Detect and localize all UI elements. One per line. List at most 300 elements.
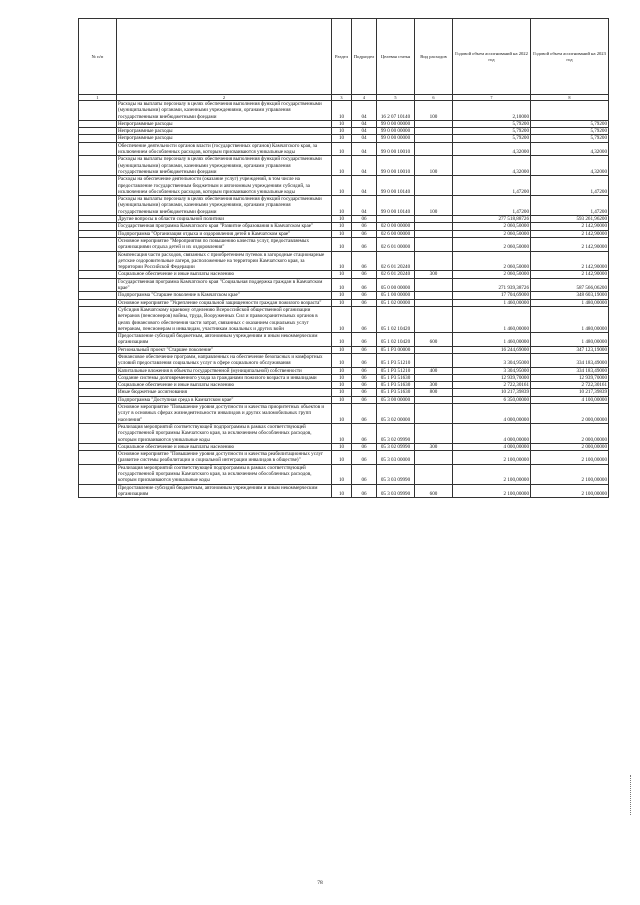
razdel-cell: 10 xyxy=(332,120,352,127)
amount-2023-cell: 2 142,90000 xyxy=(531,223,609,230)
podrazdel-cell: 06 xyxy=(352,374,377,381)
item-name-cell: Финансовое обеспечение программ, направленных на обеспечение безопасных и комфортных условий предоставления социальных услуг в сфере социального обслуживания xyxy=(117,353,332,367)
amount-2022-cell: 1,47200 xyxy=(453,176,531,196)
amount-2022-cell: 4 000,00000 xyxy=(453,404,531,424)
razdel-cell: 10 xyxy=(332,156,352,176)
row-number-cell xyxy=(79,299,117,306)
expense-type-cell: 300 xyxy=(415,271,453,278)
amount-2022-cell: 5,79200 xyxy=(453,135,531,142)
podrazdel-cell: 06 xyxy=(352,346,377,353)
table-row xyxy=(79,333,609,347)
table-row xyxy=(79,142,609,156)
expense-type-cell xyxy=(415,135,453,142)
podrazdel-cell: 06 xyxy=(352,484,377,498)
amount-2022-cell: 2 060,50000 xyxy=(453,271,531,278)
target-article-cell: 02 6 00 00000 xyxy=(377,230,415,237)
amount-2023-cell: 2 142,90000 xyxy=(531,271,609,278)
row-number-cell xyxy=(79,237,117,251)
row-number-cell xyxy=(79,423,117,443)
item-name-cell: Расходы на выплаты персоналу в целях обеспечения выполнения функций государственными (муниципальными) органами, казенными учреждениями, органами управления государственными внебюджетными фондами xyxy=(117,196,332,216)
razdel-cell: 10 xyxy=(332,464,352,484)
razdel-cell: 10 xyxy=(332,306,352,332)
podrazdel-cell: 06 xyxy=(352,382,377,389)
target-article-cell: 99 0 00 00000 xyxy=(377,120,415,127)
razdel-cell: 10 xyxy=(332,292,352,299)
amount-2023-cell: 1 480,00000 xyxy=(531,306,609,332)
table-row xyxy=(79,216,609,223)
row-number-cell xyxy=(79,101,117,121)
budget-table-sheet xyxy=(78,18,608,498)
podrazdel-cell: 06 xyxy=(352,443,377,450)
row-number-cell xyxy=(79,367,117,374)
col-number: 1 xyxy=(79,95,117,101)
podrazdel-cell: 06 xyxy=(352,223,377,230)
item-name-cell: Предоставление субсидий бюджетным, автономным учреждениям и иным некоммерческим организациям xyxy=(117,484,332,498)
expense-type-cell xyxy=(415,423,453,443)
amount-2022-cell: 2 060,50000 xyxy=(453,223,531,230)
amount-2023-cell: 1,47200 xyxy=(531,196,609,216)
target-article-cell: 05 1 02 10420 xyxy=(377,306,415,332)
expense-type-cell: 100 xyxy=(415,156,453,176)
podrazdel-cell: 06 xyxy=(352,353,377,367)
amount-2022-cell: 3 304,95000 xyxy=(453,367,531,374)
amount-2023-cell: 2 100,00000 xyxy=(531,464,609,484)
amount-2022-cell: 2 100,00000 xyxy=(453,484,531,498)
row-number-cell xyxy=(79,443,117,450)
razdel-cell: 10 xyxy=(332,271,352,278)
razdel-cell: 10 xyxy=(332,128,352,135)
amount-2023-cell: 12 939,70000 xyxy=(531,374,609,381)
target-article-cell: 05 3 00 00000 xyxy=(377,396,415,403)
target-article-cell: 99 0 00 10140 xyxy=(377,176,415,196)
table-row xyxy=(79,367,609,374)
podrazdel-cell: 04 xyxy=(352,196,377,216)
table-row xyxy=(79,389,609,396)
podrazdel-cell: 06 xyxy=(352,333,377,347)
page-number: 78 xyxy=(317,880,323,886)
table-row xyxy=(79,196,609,216)
item-name-cell: Подпрограмма "Старшее поколение в Камчатском крае" xyxy=(117,292,332,299)
row-number-cell xyxy=(79,451,117,465)
podrazdel-cell: 06 xyxy=(352,451,377,465)
item-name-cell: Основное мероприятие "Повышение уровня доступности и качества реабилитационных услуг (развитие системы реабилитации и социальной интеграции инвалидов в обществе)" xyxy=(117,451,332,465)
amount-2022-cell: 1,47200 xyxy=(453,196,531,216)
expense-type-cell xyxy=(415,464,453,484)
podrazdel-cell: 04 xyxy=(352,120,377,127)
row-number-cell xyxy=(79,464,117,484)
header-num: № п/п xyxy=(79,19,117,95)
target-article-cell: 05 3 03 09990 xyxy=(377,484,415,498)
podrazdel-cell: 06 xyxy=(352,216,377,223)
row-number-cell xyxy=(79,216,117,223)
item-name-cell: Капитальные вложения в объекты государственной (муниципальной) собственности xyxy=(117,367,332,374)
expense-type-cell xyxy=(415,176,453,196)
podrazdel-cell: 06 xyxy=(352,278,377,292)
podrazdel-cell: 06 xyxy=(352,464,377,484)
amount-2022-cell: 1 460,00000 xyxy=(453,306,531,332)
amount-2022-cell: 1 460,00000 xyxy=(453,299,531,306)
item-name-cell: Подпрограмма "Организация отдыха и оздоровления детей в Камчатском крае" xyxy=(117,230,332,237)
expense-type-cell: 600 xyxy=(415,484,453,498)
razdel-cell: 10 xyxy=(332,101,352,121)
table-row xyxy=(79,353,609,367)
row-number-cell xyxy=(79,156,117,176)
table-row xyxy=(79,443,609,450)
expense-type-cell: 300 xyxy=(415,382,453,389)
item-name-cell: Субсидия Камчатскому краевому отделению Всероссийской общественной организации ветеранов (пенсионеров) войны, труда, Вооруженных Сил и правоохранительных органов в целях финансового обеспечения части затрат, связанных с оказанием социальных услуг ветеранам, пенсионерам и инвалидам, участникам локальных и других войн xyxy=(117,306,332,332)
target-article-cell: 05 3 03 00000 xyxy=(377,451,415,465)
expense-type-cell xyxy=(415,396,453,403)
amount-2023-cell: 1 480,00000 xyxy=(531,299,609,306)
expense-type-cell xyxy=(415,223,453,230)
header-podrazdel: Подраздел xyxy=(352,19,377,95)
scan-edge-mark xyxy=(630,775,632,815)
table-row xyxy=(79,251,609,271)
item-name-cell: Основное мероприятие "Повышение уровня доступности и качества приоритетных объектов и услуг в основных сферах жизнедеятельности инвалидов и других маломобильных групп населения" xyxy=(117,404,332,424)
amount-2023-cell: 1,47200 xyxy=(531,176,609,196)
expense-type-cell: 800 xyxy=(415,389,453,396)
razdel-cell: 10 xyxy=(332,223,352,230)
target-article-cell: 05 3 02 09990 xyxy=(377,443,415,450)
col-number: 3 xyxy=(332,95,352,101)
budget-table xyxy=(78,18,609,498)
expense-type-cell xyxy=(415,230,453,237)
razdel-cell: 10 xyxy=(332,443,352,450)
row-number-cell xyxy=(79,484,117,498)
header-target-article: Целевая статья xyxy=(377,19,415,95)
amount-2022-cell: 16 244,69000 xyxy=(453,346,531,353)
razdel-cell: 10 xyxy=(332,353,352,367)
razdel-cell: 10 xyxy=(332,216,352,223)
expense-type-cell: 600 xyxy=(415,333,453,347)
expense-type-cell xyxy=(415,299,453,306)
amount-2023-cell: 348 603,19000 xyxy=(531,292,609,299)
expense-type-cell xyxy=(415,306,453,332)
razdel-cell: 10 xyxy=(332,333,352,347)
razdel-cell: 10 xyxy=(332,423,352,443)
table-row xyxy=(79,423,609,443)
podrazdel-cell: 04 xyxy=(352,142,377,156)
item-name-cell: Реализация мероприятий соответствующей подпрограммы в рамках соответствующей государственной программы Камчатского края, за исключением обособленных расходов, которым присваиваются уникальные коды xyxy=(117,423,332,443)
table-row xyxy=(79,223,609,230)
target-article-cell: 99 0 00 00000 xyxy=(377,135,415,142)
razdel-cell: 10 xyxy=(332,374,352,381)
expense-type-cell: 100 xyxy=(415,101,453,121)
header-razdel: Раздел xyxy=(332,19,352,95)
expense-type-cell xyxy=(415,237,453,251)
table-row xyxy=(79,346,609,353)
razdel-cell: 10 xyxy=(332,484,352,498)
table-row xyxy=(79,230,609,237)
amount-2022-cell: 4 000,00000 xyxy=(453,423,531,443)
table-row xyxy=(79,271,609,278)
item-name-cell: Расходы на обеспечение деятельности (оказание услуг) учреждений, в том числе на предоставление государственным бюджетным и автономным учреждениям субсидий, за исключением обособленных расходов, которым присваиваются уникальные коды xyxy=(117,176,332,196)
row-number-cell xyxy=(79,374,117,381)
target-article-cell: 99 0 00 10010 xyxy=(377,142,415,156)
podrazdel-cell: 06 xyxy=(352,271,377,278)
podrazdel-cell: 06 xyxy=(352,396,377,403)
row-number-cell xyxy=(79,396,117,403)
podrazdel-cell: 06 xyxy=(352,251,377,271)
table-row xyxy=(79,484,609,498)
expense-type-cell xyxy=(415,346,453,353)
target-article-cell: 05 1 00 00000 xyxy=(377,292,415,299)
amount-2023-cell: 4,32000 xyxy=(531,142,609,156)
item-name-cell: Социальное обеспечение и иные выплаты населению xyxy=(117,443,332,450)
target-article-cell: 05 0 00 00000 xyxy=(377,278,415,292)
header-name xyxy=(117,19,332,95)
item-name-cell: Государственная программа Камчатского края "Развитие образования в Камчатском крае" xyxy=(117,223,332,230)
target-article-cell: 05 1 P3 51630 xyxy=(377,374,415,381)
amount-2023-cell: 4,32000 xyxy=(531,156,609,176)
amount-2023-cell: 2 000,00000 xyxy=(531,443,609,450)
amount-2023-cell: 10 217,39839 xyxy=(531,389,609,396)
amount-2023-cell: 2 000,00000 xyxy=(531,404,609,424)
table-row xyxy=(79,404,609,424)
expense-type-cell xyxy=(415,128,453,135)
item-name-cell: Иные бюджетные ассигнования xyxy=(117,389,332,396)
podrazdel-cell: 06 xyxy=(352,423,377,443)
table-row xyxy=(79,396,609,403)
target-article-cell: 05 1 02 00000 xyxy=(377,299,415,306)
amount-2023-cell: 2 000,00000 xyxy=(531,423,609,443)
expense-type-cell xyxy=(415,142,453,156)
amount-2023-cell: 347 123,19000 xyxy=(531,346,609,353)
amount-2023-cell: 593 261,96200 xyxy=(531,216,609,223)
target-article-cell: 05 1 P3 51630 xyxy=(377,389,415,396)
target-article-cell: 02 6 01 00000 xyxy=(377,237,415,251)
row-number-cell xyxy=(79,135,117,142)
col-number: 4 xyxy=(352,95,377,101)
amount-2023-cell: 334 183,49000 xyxy=(531,353,609,367)
target-article-cell: 05 1 P3 51210 xyxy=(377,353,415,367)
target-article-cell: 02 0 00 00000 xyxy=(377,223,415,230)
col-number: 8 xyxy=(531,95,609,101)
razdel-cell: 10 xyxy=(332,251,352,271)
podrazdel-cell: 06 xyxy=(352,292,377,299)
target-article-cell: 02 6 01 20240 xyxy=(377,251,415,271)
col-number: 6 xyxy=(415,95,453,101)
table-header-row xyxy=(79,19,609,95)
amount-2022-cell: 4 000,00000 xyxy=(453,443,531,450)
col-number: 5 xyxy=(377,95,415,101)
amount-2022-cell: 2 722,30161 xyxy=(453,382,531,389)
razdel-cell: 10 xyxy=(332,367,352,374)
razdel-cell: 10 xyxy=(332,142,352,156)
expense-type-cell xyxy=(415,292,453,299)
podrazdel-cell: 04 xyxy=(352,128,377,135)
amount-2022-cell: 2 100,00000 xyxy=(453,451,531,465)
razdel-cell: 10 xyxy=(332,237,352,251)
item-name-cell: Основное мероприятие "Мероприятия по повышению качества услуг, предоставляемых организациями отдыха детей и их оздоровления" xyxy=(117,237,332,251)
row-number-cell xyxy=(79,389,117,396)
podrazdel-cell: 06 xyxy=(352,404,377,424)
col-number: 2 xyxy=(117,95,332,101)
target-article-cell: 05 1 P3 51630 xyxy=(377,382,415,389)
table-row xyxy=(79,128,609,135)
row-number-cell xyxy=(79,142,117,156)
item-name-cell: Подпрограмма "Доступная среда в Камчатском крае" xyxy=(117,396,332,403)
razdel-cell: 10 xyxy=(332,451,352,465)
table-row xyxy=(79,156,609,176)
table-row xyxy=(79,292,609,299)
razdel-cell: 10 xyxy=(332,299,352,306)
amount-2022-cell: 2 100,00000 xyxy=(453,464,531,484)
item-name-cell: Расходы на выплаты персоналу в целях обеспечения выполнения функций государственными (муниципальными) органами, казенными учреждениями, органами управления государственными внебюджетными фондами xyxy=(117,156,332,176)
table-row xyxy=(79,176,609,196)
amount-2022-cell: 2,10000 xyxy=(453,101,531,121)
podrazdel-cell: 06 xyxy=(352,230,377,237)
amount-2022-cell: 2 060,50000 xyxy=(453,230,531,237)
row-number-cell xyxy=(79,176,117,196)
table-row xyxy=(79,237,609,251)
amount-2023-cell: 2 142,90000 xyxy=(531,251,609,271)
row-number-cell xyxy=(79,292,117,299)
amount-2023-cell: 1 480,00000 xyxy=(531,333,609,347)
razdel-cell: 10 xyxy=(332,176,352,196)
item-name-cell: Непрограммные расходы xyxy=(117,135,332,142)
table-row xyxy=(79,120,609,127)
amount-2022-cell: 4,32000 xyxy=(453,142,531,156)
row-number-cell xyxy=(79,223,117,230)
target-article-cell: 05 3 02 09990 xyxy=(377,423,415,443)
row-number-cell xyxy=(79,333,117,347)
podrazdel-cell: 04 xyxy=(352,176,377,196)
amount-2022-cell: 12 939,70000 xyxy=(453,374,531,381)
podrazdel-cell: 04 xyxy=(352,156,377,176)
expense-type-cell: 400 xyxy=(415,367,453,374)
podrazdel-cell: 06 xyxy=(352,389,377,396)
item-name-cell: Непрограммные расходы xyxy=(117,120,332,127)
item-name-cell: Обеспечение деятельности органов власти (государственных органов) Камчатского края, за исключением обособленных расходов, которым присваиваются уникальные коды xyxy=(117,142,332,156)
amount-2023-cell: 334 183,49000 xyxy=(531,367,609,374)
item-name-cell: Основное мероприятие "Укрепление социальной защищенности граждан пожилого возраста" xyxy=(117,299,332,306)
amount-2023-cell: 2 100,00000 xyxy=(531,451,609,465)
expense-type-cell xyxy=(415,404,453,424)
expense-type-cell xyxy=(415,251,453,271)
expense-type-cell: 300 xyxy=(415,443,453,450)
podrazdel-cell: 06 xyxy=(352,237,377,251)
expense-type-cell xyxy=(415,374,453,381)
item-name-cell: Социальное обеспечение и иные выплаты населению xyxy=(117,382,332,389)
row-number-cell xyxy=(79,271,117,278)
amount-2022-cell: 5,79200 xyxy=(453,120,531,127)
amount-2023-cell: 5,79200 xyxy=(531,135,609,142)
podrazdel-cell: 06 xyxy=(352,299,377,306)
row-number-cell xyxy=(79,404,117,424)
row-number-cell xyxy=(79,382,117,389)
col-number: 7 xyxy=(453,95,531,101)
table-row xyxy=(79,451,609,465)
amount-2022-cell: 17 704,69000 xyxy=(453,292,531,299)
amount-2023-cell: 2 142,90000 xyxy=(531,237,609,251)
expense-type-cell xyxy=(415,353,453,367)
razdel-cell: 10 xyxy=(332,396,352,403)
amount-2023-cell: 5,79200 xyxy=(531,120,609,127)
item-name-cell: Компенсация части расходов, связанных с приобретением путевок в загородные стационарные детские оздоровительные лагеря, расположенные на территории Камчатского края, за территории Российской Федерации xyxy=(117,251,332,271)
row-number-cell xyxy=(79,251,117,271)
target-article-cell: 05 3 02 00000 xyxy=(377,404,415,424)
razdel-cell: 10 xyxy=(332,135,352,142)
amount-2023-cell xyxy=(531,101,609,121)
item-name-cell: Создание системы долговременного ухода за гражданами пожилого возраста и инвалидами xyxy=(117,374,332,381)
header-expense-type: Вид расходов xyxy=(415,19,453,95)
row-number-cell xyxy=(79,128,117,135)
table-row xyxy=(79,374,609,381)
row-number-cell xyxy=(79,353,117,367)
table-row xyxy=(79,464,609,484)
expense-type-cell xyxy=(415,451,453,465)
target-article-cell: 05 1 02 10420 xyxy=(377,333,415,347)
item-name-cell: Социальное обеспечение и иные выплаты населению xyxy=(117,271,332,278)
table-body xyxy=(79,101,609,498)
target-article-cell: 99 0 00 10010 xyxy=(377,156,415,176)
amount-2023-cell: 4 100,00000 xyxy=(531,396,609,403)
row-number-cell xyxy=(79,120,117,127)
razdel-cell: 10 xyxy=(332,389,352,396)
amount-2022-cell: 3 304,95000 xyxy=(453,353,531,367)
target-article-cell: 05 3 03 09990 xyxy=(377,464,415,484)
item-name-cell: Региональный проект "Старшее поколение" xyxy=(117,346,332,353)
target-article-cell xyxy=(377,216,415,223)
header-year-2022: Годовой объем ассигнований на 2022 год xyxy=(453,19,531,95)
table-row xyxy=(79,101,609,121)
target-article-cell: 16 2 07 10140 xyxy=(377,101,415,121)
table-row xyxy=(79,382,609,389)
amount-2022-cell: 2 060,50000 xyxy=(453,237,531,251)
expense-type-cell xyxy=(415,278,453,292)
amount-2022-cell: 5,79200 xyxy=(453,128,531,135)
row-number-cell xyxy=(79,306,117,332)
amount-2023-cell: 2 100,00000 xyxy=(531,484,609,498)
amount-2022-cell: 277 518,88726 xyxy=(453,216,531,223)
razdel-cell: 10 xyxy=(332,382,352,389)
razdel-cell: 10 xyxy=(332,196,352,216)
item-name-cell: Государственная программа Камчатского края "Социальная поддержка граждан в Камчатском крае" xyxy=(117,278,332,292)
item-name-cell: Расходы на выплаты персоналу в целях обеспечения выполнения функций государственными (муниципальными) органами, казенными учреждениями, органами управления государственными внебюджетными фондами xyxy=(117,101,332,121)
amount-2023-cell: 587 566,06200 xyxy=(531,278,609,292)
header-year-2023: Годовой объем ассигнований на 2023 год xyxy=(531,19,609,95)
podrazdel-cell: 06 xyxy=(352,306,377,332)
amount-2022-cell: 271 939,38726 xyxy=(453,278,531,292)
amount-2023-cell: 2 142,90000 xyxy=(531,230,609,237)
item-name-cell: Предоставление субсидий бюджетным, автономным учреждениям и иным некоммерческим организациям xyxy=(117,333,332,347)
podrazdel-cell: 04 xyxy=(352,101,377,121)
item-name-cell: Непрограммные расходы xyxy=(117,128,332,135)
amount-2023-cell: 2 722,30161 xyxy=(531,382,609,389)
row-number-cell xyxy=(79,346,117,353)
item-name-cell: Реализация мероприятий соответствующей подпрограммы в рамках соответствующей государственной программы Камчатского края, за исключением обособленных расходов, которым присваиваются уникальные коды xyxy=(117,464,332,484)
table-row xyxy=(79,306,609,332)
expense-type-cell xyxy=(415,120,453,127)
razdel-cell: 10 xyxy=(332,278,352,292)
row-number-cell xyxy=(79,230,117,237)
target-article-cell: 99 0 00 10140 xyxy=(377,196,415,216)
amount-2022-cell: 10 217,39839 xyxy=(453,389,531,396)
amount-2022-cell: 6 350,00000 xyxy=(453,396,531,403)
table-row xyxy=(79,278,609,292)
target-article-cell: 99 0 00 00000 xyxy=(377,128,415,135)
razdel-cell: 10 xyxy=(332,404,352,424)
table-row xyxy=(79,299,609,306)
amount-2022-cell: 2 060,50000 xyxy=(453,251,531,271)
amount-2023-cell: 5,79200 xyxy=(531,128,609,135)
podrazdel-cell: 06 xyxy=(352,367,377,374)
table-row xyxy=(79,135,609,142)
razdel-cell: 10 xyxy=(332,230,352,237)
target-article-cell: 02 6 01 20240 xyxy=(377,271,415,278)
amount-2022-cell: 1 460,00000 xyxy=(453,333,531,347)
